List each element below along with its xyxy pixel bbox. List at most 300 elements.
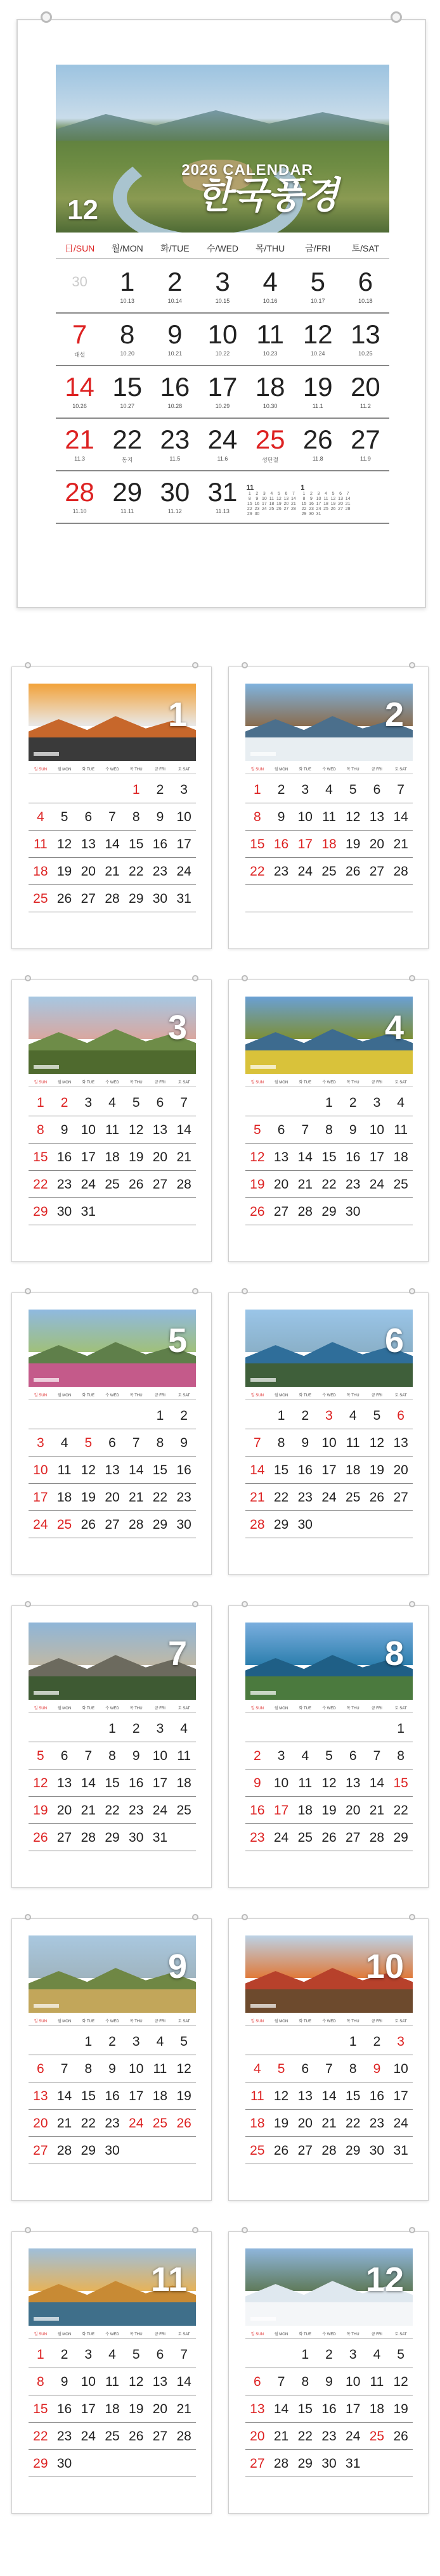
day-cell: 1 <box>254 782 261 797</box>
week-row <box>29 1511 196 1538</box>
day-cell <box>198 373 246 418</box>
day-cell: 21 <box>176 1150 191 1164</box>
day-cell: 1 <box>108 1721 116 1736</box>
day-cell: 5 <box>60 810 68 824</box>
day-cell: 28 <box>176 1177 191 1192</box>
day-cell: 15 <box>393 1776 408 1790</box>
day-cell: 30 <box>369 2143 385 2158</box>
photo-ground <box>29 1363 196 1387</box>
weekday-label: 토 SAT <box>394 1081 407 1085</box>
day-cell: 24 <box>346 2429 361 2444</box>
cover-photo-river-village <box>56 65 389 233</box>
week-row <box>245 2395 413 2423</box>
photo-caption-tag <box>250 2004 276 2008</box>
day-cell <box>198 267 246 312</box>
week-row <box>245 1824 413 1851</box>
day-cell: 28 <box>176 2429 191 2444</box>
day-cell: 3 <box>373 1095 381 1110</box>
day-cell: 24 <box>321 1490 337 1505</box>
day-cell <box>317 891 341 912</box>
day-cell: 6 <box>156 2347 164 2362</box>
day-cell <box>53 2034 77 2055</box>
day-cell: 4 <box>325 782 333 797</box>
day-cell: 1 <box>397 1721 404 1736</box>
day-cell: 7 <box>180 2347 188 2362</box>
day-cell: 12 <box>33 1776 48 1790</box>
day-cell: 10 <box>152 1749 168 1763</box>
day-number: 29 <box>112 477 143 507</box>
day-number: 9 <box>167 319 183 349</box>
day-cell <box>76 1721 100 1742</box>
day-cell: 5 <box>180 2034 188 2049</box>
photo-ground <box>245 1989 413 2013</box>
lunar-date: 11.8 <box>312 456 323 462</box>
mini-day: 28 <box>345 507 351 511</box>
photo-ground <box>29 1050 196 1074</box>
mini-day: 6 <box>285 492 288 496</box>
weekday-label: 화 TUE <box>82 1707 95 1711</box>
day-number: 4 <box>262 267 278 296</box>
day-cell: 24 <box>33 1517 48 1532</box>
day-cell: 2 <box>60 2347 68 2362</box>
weekday-label: 월 MON <box>274 1394 288 1398</box>
weekday-label: 토 SAT <box>394 1394 407 1398</box>
lunar-date: 10.26 <box>72 403 87 409</box>
weekday-label: 수 WED <box>105 1394 119 1398</box>
day-cell: 26 <box>321 1830 337 1845</box>
day-cell: 17 <box>393 2089 408 2103</box>
hanger-hook-icon <box>41 11 52 23</box>
photo-caption-tag <box>34 2004 59 2008</box>
weekday-label: 목 THU <box>129 1707 143 1711</box>
day-cell: 1 <box>325 1095 333 1110</box>
week-row <box>245 1089 413 1116</box>
day-cell: 30 <box>129 1830 144 1845</box>
day-cell: 20 <box>152 1150 168 1164</box>
month-number: 6 <box>384 1322 404 1360</box>
day-cell: 12 <box>393 2375 408 2389</box>
day-cell <box>56 425 103 470</box>
day-cell: 22 <box>33 1177 48 1192</box>
lunar-date: 10.14 <box>167 298 183 304</box>
week-row <box>56 471 389 524</box>
day-cell <box>294 425 342 470</box>
day-cell: 14 <box>273 2402 289 2416</box>
day-cell: 9 <box>108 2062 116 2076</box>
mini-day: 13 <box>338 497 343 501</box>
day-cell <box>245 1095 269 1116</box>
weekday-label: 화 TUE <box>299 768 312 772</box>
day-cell: 9 <box>325 2375 333 2389</box>
day-cell: 18 <box>393 1150 408 1164</box>
day-cell <box>269 1095 294 1116</box>
month-photo <box>29 684 196 761</box>
month-grid <box>245 1402 413 1538</box>
month-number: 7 <box>167 1635 187 1673</box>
hanger-hook-icon <box>25 1288 31 1294</box>
day-cell: 17 <box>152 1776 168 1790</box>
day-cell: 29 <box>33 1204 48 1219</box>
photo-caption-tag <box>250 752 276 756</box>
day-cell <box>100 1204 124 1225</box>
day-cell: 4 <box>108 2347 116 2362</box>
day-cell: 15 <box>321 1150 337 1164</box>
month-number: 5 <box>167 1322 187 1360</box>
day-cell: 19 <box>176 2089 191 2103</box>
day-cell: 14 <box>250 1463 265 1477</box>
day-cell: 27 <box>273 1204 289 1219</box>
day-number: 20 <box>351 372 380 402</box>
weekday-label: 수 WED <box>105 768 119 772</box>
lunar-date: 10.25 <box>358 350 373 357</box>
day-cell <box>269 2347 294 2368</box>
day-cell: 6 <box>156 1095 164 1110</box>
day-cell: 15 <box>81 2089 96 2103</box>
day-number: 7 <box>72 319 87 349</box>
day-cell: 16 <box>273 837 289 851</box>
day-cell: 18 <box>346 1463 361 1477</box>
day-number: 11 <box>256 319 284 349</box>
day-cell: 16 <box>321 2402 337 2416</box>
day-cell: 1 <box>277 1408 285 1423</box>
day-cell: 11 <box>298 1776 313 1790</box>
day-cell: 9 <box>156 810 164 824</box>
day-cell: 19 <box>33 1803 48 1818</box>
weekday-label: 화 TUE <box>82 2020 95 2024</box>
weekday-header <box>29 1079 196 1087</box>
day-number: 6 <box>358 267 373 296</box>
day-cell: 17 <box>297 837 313 851</box>
day-cell: 12 <box>176 2062 191 2076</box>
weekday-label: 금 FRI <box>371 1394 382 1398</box>
hanger-hook-icon <box>242 975 248 981</box>
weekday-header <box>245 1705 413 1713</box>
day-number: 28 <box>65 477 94 507</box>
day-cell: 8 <box>254 810 261 824</box>
day-cell: 4 <box>180 1721 188 1736</box>
day-cell: 30 <box>56 1204 72 1219</box>
day-cell: 27 <box>56 1830 72 1845</box>
mini-day: 11 <box>323 497 328 501</box>
day-cell: 20 <box>346 1803 361 1818</box>
day-cell: 4 <box>60 1436 68 1450</box>
mini-day: 4 <box>325 492 327 496</box>
day-cell <box>269 2034 294 2055</box>
day-cell: 7 <box>180 1095 188 1110</box>
weekday-label: 목 THU <box>129 1081 143 1085</box>
mini-day: 3 <box>262 492 266 496</box>
week-row <box>29 776 196 803</box>
day-cell: 2 <box>132 1721 140 1736</box>
day-cell: 16 <box>346 1150 361 1164</box>
day-cell: 7 <box>277 2375 285 2389</box>
month-photo <box>245 684 413 761</box>
mini-day: 13 <box>283 497 289 501</box>
hanger-hook-icon <box>25 975 31 981</box>
week-row <box>245 1429 413 1457</box>
day-cell: 15 <box>33 2402 48 2416</box>
day-cell <box>198 425 246 470</box>
week-row <box>245 2450 413 2477</box>
day-cell: 2 <box>373 2034 381 2049</box>
day-cell <box>342 373 389 418</box>
day-number: 18 <box>255 372 285 402</box>
day-cell <box>172 2456 196 2477</box>
weekday-label: 화/TUE <box>160 243 190 253</box>
mini-day: 8 <box>248 497 251 501</box>
weekday-label: 토 SAT <box>394 2020 407 2024</box>
day-cell: 15 <box>273 1463 289 1477</box>
day-cell: 12 <box>129 2375 144 2389</box>
day-cell: 12 <box>346 810 361 824</box>
day-cell: 22 <box>297 2429 313 2444</box>
day-cell: 9 <box>301 1436 309 1450</box>
weekday-label: 목 THU <box>129 1394 143 1398</box>
day-cell: 24 <box>273 1830 289 1845</box>
month-photo <box>245 997 413 1074</box>
week-row <box>56 261 389 314</box>
month-grid <box>29 776 196 912</box>
weekday-label: 일 SUN <box>34 1707 47 1711</box>
day-cell: 14 <box>105 837 120 851</box>
day-cell: 12 <box>129 1123 144 1137</box>
day-cell <box>245 1408 269 1429</box>
lunar-date: 11.12 <box>167 508 182 514</box>
day-cell <box>247 425 294 470</box>
mini-day: 20 <box>338 502 343 506</box>
day-cell <box>293 1095 317 1116</box>
day-cell <box>53 1408 77 1429</box>
week-row <box>245 885 413 912</box>
day-cell: 4 <box>301 1749 309 1763</box>
day-cell <box>294 478 342 523</box>
day-cell: 3 <box>180 782 188 797</box>
week-row <box>29 803 196 831</box>
day-cell: 11 <box>105 1123 119 1137</box>
day-cell <box>198 320 246 365</box>
weekday-label: 토 SAT <box>178 768 190 772</box>
day-cell: 15 <box>250 837 265 851</box>
day-cell: 22 <box>273 1490 289 1505</box>
day-cell: 29 <box>129 891 144 906</box>
hanger-hook-icon <box>242 2227 248 2233</box>
day-cell: 8 <box>277 1436 285 1450</box>
day-cell: 24 <box>369 1177 385 1192</box>
weekday-label: 금 FRI <box>154 2020 165 2024</box>
day-cell: 31 <box>81 1204 96 1219</box>
hanger-hook-icon <box>242 1601 248 1607</box>
day-cell: 28 <box>369 1830 385 1845</box>
day-cell: 6 <box>84 810 93 824</box>
mini-day: 30 <box>254 512 260 516</box>
day-cell: 24 <box>129 2116 144 2131</box>
day-cell <box>341 1517 365 1538</box>
day-cell: 31 <box>176 891 191 906</box>
weekday-label: 일 SUN <box>250 1081 264 1085</box>
mini-day: 15 <box>247 502 252 506</box>
week-row <box>29 1171 196 1198</box>
week-row <box>245 2368 413 2395</box>
day-cell: 20 <box>33 2116 48 2131</box>
month-grid <box>29 1089 196 1225</box>
mini-day: 9 <box>310 497 313 501</box>
hanger-hook-icon <box>192 662 198 668</box>
day-cell: 22 <box>129 864 144 879</box>
day-number: 10 <box>207 319 238 349</box>
day-cell: 15 <box>346 2089 361 2103</box>
day-cell <box>389 1517 413 1538</box>
lunar-date: 10.22 <box>215 350 230 357</box>
day-cell: 2 <box>325 2347 333 2362</box>
day-cell: 5 <box>325 1749 333 1763</box>
day-cell: 11 <box>153 2062 167 2076</box>
weekday-label: 일 SUN <box>34 1081 47 1085</box>
hanger-hook-icon <box>409 662 415 668</box>
day-cell <box>100 2456 124 2477</box>
day-cell <box>103 320 151 365</box>
day-cell: 17 <box>369 1150 385 1164</box>
day-cell: 19 <box>273 2116 289 2131</box>
day-cell <box>342 425 389 470</box>
day-cell <box>269 891 294 912</box>
day-cell: 27 <box>250 2456 265 2471</box>
day-cell: 17 <box>321 1463 337 1477</box>
day-cell: 9 <box>349 1123 357 1137</box>
weekday-label: 금 FRI <box>154 1394 165 1398</box>
weekday-header <box>245 1079 413 1087</box>
day-cell: 26 <box>129 1177 144 1192</box>
day-cell: 16 <box>250 1803 265 1818</box>
mini-day: 30 <box>309 512 314 516</box>
day-cell: 16 <box>56 1150 72 1164</box>
day-cell: 11 <box>250 2089 264 2103</box>
day-cell: 20 <box>250 2429 265 2444</box>
mini-day: 17 <box>316 502 321 506</box>
day-cell: 21 <box>250 1490 265 1505</box>
day-cell: 13 <box>393 1436 408 1450</box>
weekday-label: 월 MON <box>274 2020 288 2024</box>
day-cell: 25 <box>105 1177 120 1192</box>
weekday-label: 일 SUN <box>250 1394 264 1398</box>
week-row <box>29 1429 196 1457</box>
weekday-label: 수 WED <box>322 1081 336 1085</box>
day-cell: 13 <box>105 1463 120 1477</box>
hanger-hook-icon <box>409 1288 415 1294</box>
day-cell <box>151 320 198 365</box>
day-cell <box>365 1517 389 1538</box>
week-row <box>245 2137 413 2164</box>
week-row <box>29 885 196 912</box>
day-cell: 27 <box>297 2143 313 2158</box>
day-cell: 26 <box>33 1830 48 1845</box>
day-cell: 29 <box>152 1517 168 1532</box>
weekday-label: 금 FRI <box>371 1707 382 1711</box>
photo-caption-tag <box>250 1065 276 1069</box>
day-cell: 2 <box>156 782 164 797</box>
day-cell: 17 <box>176 837 191 851</box>
day-cell: 14 <box>369 1776 385 1790</box>
day-cell: 10 <box>33 1463 48 1477</box>
week-row <box>245 1116 413 1144</box>
month-card-4 <box>228 979 429 1262</box>
day-cell: 11 <box>177 1749 191 1763</box>
weekday-label: 토 SAT <box>394 1707 407 1711</box>
weekday-label: 월 MON <box>274 1707 288 1711</box>
mini-day: 18 <box>269 502 275 506</box>
day-cell: 28 <box>105 891 120 906</box>
day-cell: 21 <box>273 2429 289 2444</box>
day-cell: 18 <box>152 2089 168 2103</box>
day-cell: 25 <box>250 2143 265 2158</box>
weekday-label: 토 SAT <box>178 1081 190 1085</box>
day-cell <box>342 478 389 523</box>
day-cell <box>103 478 151 523</box>
day-cell: 15 <box>152 1463 168 1477</box>
week-row <box>29 2450 196 2477</box>
day-cell: 18 <box>105 2402 120 2416</box>
photo-ground <box>29 1989 196 2013</box>
weekday-label: 목 THU <box>129 768 143 772</box>
day-cell: 22 <box>33 2429 48 2444</box>
day-cell: 30 <box>105 2143 120 2158</box>
weekday-label: 토 SAT <box>394 2333 407 2337</box>
weekday-label: 금 FRI <box>154 1707 165 1711</box>
photo-ground <box>29 1676 196 1700</box>
month-photo <box>245 1935 413 2013</box>
week-row <box>29 2341 196 2368</box>
mini-day: 27 <box>283 507 289 511</box>
day-cell: 25 <box>393 1177 408 1192</box>
day-cell: 25 <box>321 864 337 879</box>
lunar-date: 10.23 <box>262 350 278 357</box>
day-cell <box>76 782 100 803</box>
weekday-label: 수 WED <box>322 1394 336 1398</box>
day-cell: 19 <box>56 864 72 879</box>
day-number: 23 <box>160 424 190 454</box>
day-number: 5 <box>310 267 325 296</box>
day-cell: 23 <box>56 1177 72 1192</box>
day-cell <box>342 320 389 365</box>
day-cell: 22 <box>346 2116 361 2131</box>
mini-day: 7 <box>346 492 349 496</box>
day-cell: 19 <box>346 837 361 851</box>
mini-day: 1 <box>302 492 306 496</box>
day-cell: 4 <box>349 1408 357 1423</box>
day-cell <box>172 1830 196 1851</box>
mini-day: 22 <box>247 507 252 511</box>
day-cell: 8 <box>397 1749 404 1763</box>
week-row <box>245 1511 413 1538</box>
day-cell: 20 <box>369 837 385 851</box>
mini-day: 1 <box>248 492 251 496</box>
mini-day: 24 <box>261 507 267 511</box>
week-row <box>29 2110 196 2137</box>
day-cell: 5 <box>37 1749 44 1763</box>
day-cell: 25 <box>176 1803 191 1818</box>
photo-caption-tag <box>34 1691 59 1695</box>
lunar-date: 10.15 <box>215 298 230 304</box>
day-cell <box>294 373 342 418</box>
day-cell: 4 <box>397 1095 404 1110</box>
day-cell: 26 <box>273 2143 289 2158</box>
weekday-label: 화 TUE <box>299 2020 312 2024</box>
day-cell: 4 <box>373 2347 381 2362</box>
mini-day: 26 <box>276 507 281 511</box>
day-cell: 10 <box>273 1776 289 1790</box>
week-row <box>29 2423 196 2450</box>
day-number: 19 <box>302 372 333 402</box>
day-cell: 30 <box>56 2456 72 2471</box>
